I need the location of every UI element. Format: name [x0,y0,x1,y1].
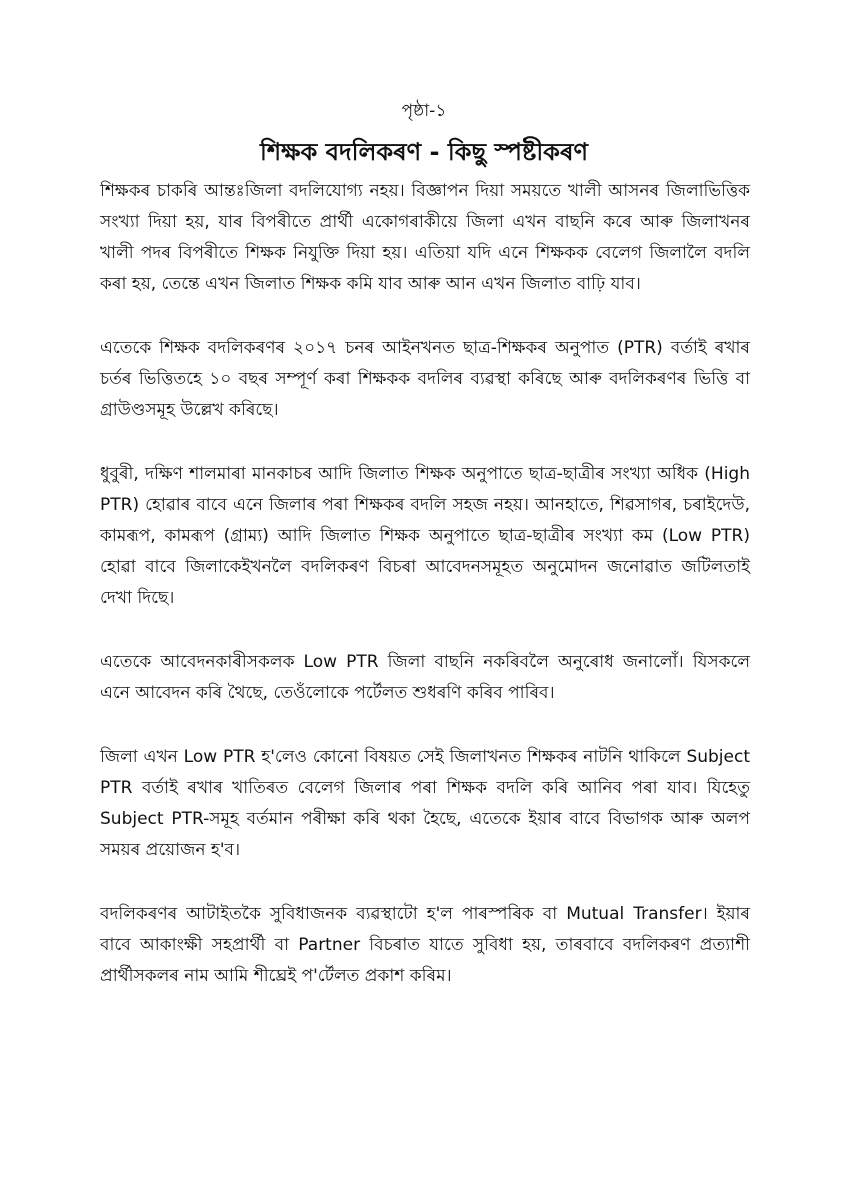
paragraph-6: বদলিকৰণৰ আটাইতকৈ সুবিধাজনক ব্যৱস্থাটো হ'ল পাৰস্পৰিক বা Mutual Transfer। ইয়াৰ বাবে আকাংক্ষী সহপ্ৰাৰ্থী বা Partner বিচৰাত যাতে সুবিধা হয়, তাৰবাবে বদলিকৰণ প্ৰত্যাশী প্ৰাৰ্থীসকলৰ নাম আমি শীঘ্ৰেই প'ৰ্টেলত প্ৰকাশ কৰিম। [100,904,750,986]
paragraph-1: শিক্ষকৰ চাকৰি আন্তঃজিলা বদলিযোগ্য নহয়। বিজ্ঞাপন দিয়া সময়তে খালী আসনৰ জিলাভিত্তিক সংখ্যা দিয়া হয়, যাৰ বিপৰীতে প্ৰাৰ্থী একোগৰাকীয়ে জিলা এখন বাছনি কৰে আৰু জিলাখনৰ খালী পদৰ বিপৰীতে শিক্ষক নিযুক্তি দিয়া হয়। এতিয়া যদি এনে শিক্ষকক বেলেগ জিলালৈ বদলি কৰা হয়, তেন্তে এখন জিলাত শিক্ষক কমি যাব আৰু আন এখন জিলাত বাঢ়ি যাব। [100,181,750,294]
page-title: শিক্ষক বদলিকৰণ - কিছু স্পষ্টীকৰণ [259,138,588,166]
paragraph-5: জিলা এখন Low PTR হ'লেও কোনো বিষয়ত সেই জিলাখনত শিক্ষকৰ নাটনি থাকিলে Subject PTR বৰ্তাই ৰখাৰ খাতিৰত বেলেগ জিলাৰ পৰা শিক্ষক বদলি কৰি আনিব পৰা যাব। যিহেতু Subject PTR-সমূহ বৰ্তমান পৰীক্ষা কৰি থকা হৈছে, এতেকে ইয়াৰ বাবে বিভাগক আৰু অলপ সময়ৰ প্ৰয়োজন হ'ব। [100,747,750,860]
paragraph-3: ধুবুৰী, দক্ষিণ শালমাৰা মানকাচৰ আদি জিলাত শিক্ষক অনুপাতে ছাত্ৰ-ছাত্ৰীৰ সংখ্যা অধিক (High PTR) হোৱাৰ বাবে এনে জিলাৰ পৰা শিক্ষকৰ বদলি সহজ নহয়। আনহাতে, শিৱসাগৰ, চৰাইদেউ, কামৰূপ, কামৰূপ (গ্ৰাম্য) আদি জিলাত শিক্ষক অনুপাতে ছাত্ৰ-ছাত্ৰীৰ সংখ্যা কম (Low PTR) হোৱা বাবে জিলাকেইখনলৈ বদলিকৰণ বিচৰা আবেদনসমূহত অনুমোদন জনোৱাত জটিলতাই দেখা দিছে। [100,464,750,608]
document-body [100,176,750,1025]
paragraph-4: এতেকে আবেদনকাৰীসকলক Low PTR জিলা বাছনি নকৰিবলৈ অনুৰোধ জনালোঁ। যিসকলে এনে আবেদন কৰি থৈছে, তেওঁলোকে পৰ্টেলত শুধৰণি কৰিব পাৰিব। [100,652,750,703]
page-number: পৃষ্ঠা-১ [401,101,447,121]
paragraph-2: এতেকে শিক্ষক বদলিকৰণৰ ২০১৭ চনৰ আইনখনত ছাত্ৰ-শিক্ষকৰ অনুপাত (PTR) বৰ্তাই ৰখাৰ চৰ্তৰ ভিত্তিতহে ১০ বছৰ সম্পূৰ্ণ কৰা শিক্ষকক বদলিৰ ব্যৱস্থা কৰিছে আৰু বদলিকৰণৰ ভিত্তি বা গ্ৰাউণ্ডসমূহ উল্লেখ কৰিছে। [100,338,750,420]
